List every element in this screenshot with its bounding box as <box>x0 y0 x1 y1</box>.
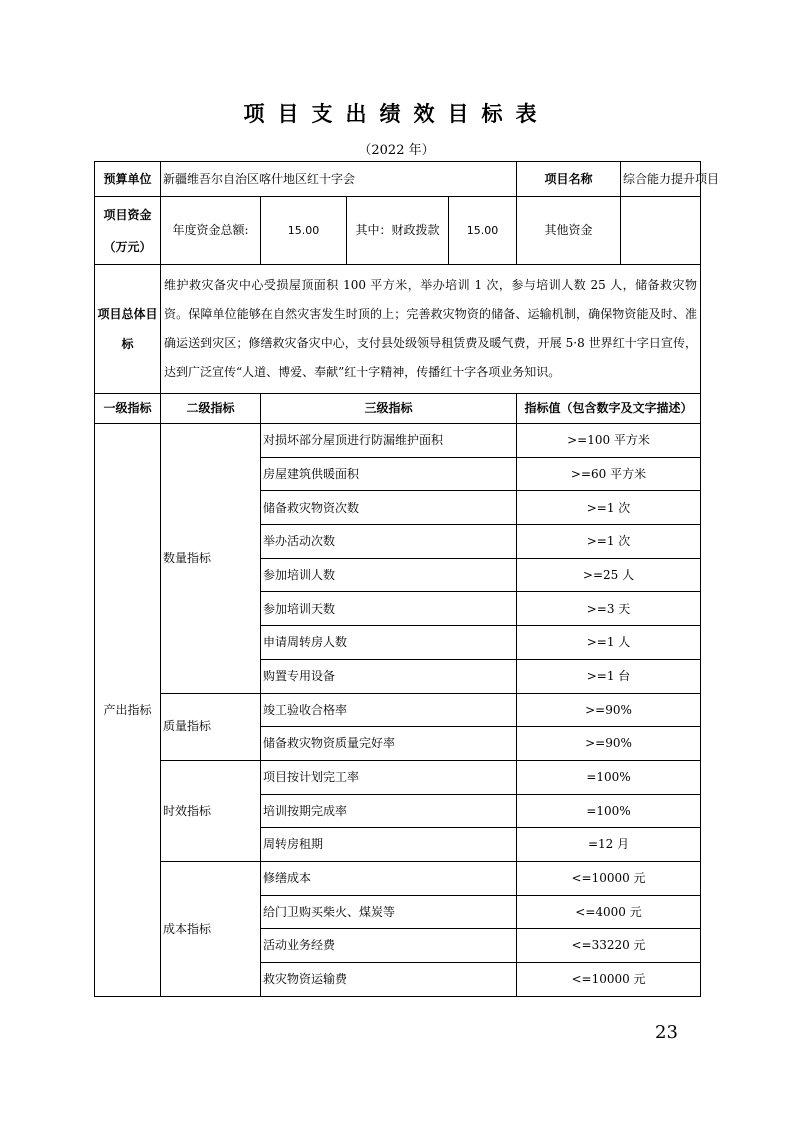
annual-label: 年度资金总额: <box>161 197 261 265</box>
level2-indicator: 质量指标 <box>161 693 261 760</box>
level3-indicator: 项目按计划完工率 <box>261 760 517 794</box>
header-level2: 二级指标 <box>161 394 261 424</box>
goal-label: 项目总体目标 <box>95 265 161 394</box>
indicator-value: =100% <box>517 794 701 828</box>
indicator-value: <=4000 元 <box>517 895 701 929</box>
indicator-value: <=10000 元 <box>517 861 701 895</box>
level1-indicator: 产出指标 <box>95 424 161 997</box>
header-level3: 三级指标 <box>261 394 517 424</box>
fiscal-value: 15.00 <box>449 197 517 265</box>
level3-indicator: 举办活动次数 <box>261 525 517 559</box>
indicator-value: >=25 人 <box>517 558 701 592</box>
level3-indicator: 参加培训天数 <box>261 592 517 626</box>
page-title: 项目支出绩效目标表 <box>243 102 550 126</box>
indicator-value: >=3 天 <box>517 592 701 626</box>
header-row <box>95 394 701 424</box>
indicator-row <box>95 693 701 727</box>
indicator-value: <=10000 元 <box>517 963 701 997</box>
indicator-value: >=90% <box>517 727 701 761</box>
indicator-value: >=1 次 <box>517 491 701 525</box>
funds-row <box>95 197 701 265</box>
level3-indicator: 培训按期完成率 <box>261 794 517 828</box>
indicator-value: >=90% <box>517 693 701 727</box>
funds-label: 项目资金（万元） <box>95 197 161 265</box>
project-value: 综合能力提升项目 <box>621 162 701 197</box>
project-label: 项目名称 <box>517 162 621 197</box>
level2-indicator: 数量指标 <box>161 424 261 694</box>
indicator-value: >=60 平方米 <box>517 457 701 491</box>
indicator-row <box>95 424 701 458</box>
annual-value: 15.00 <box>261 197 347 265</box>
fiscal-label: 其中：财政拨款 <box>347 197 449 265</box>
indicator-value: <=33220 元 <box>517 929 701 963</box>
indicator-value: >=1 人 <box>517 626 701 660</box>
goal-row <box>95 265 701 394</box>
indicator-value: >=1 台 <box>517 659 701 693</box>
goal-text: 维护救灾备灾中心受损屋顶面积 100 平方米，举办培训 1 次，参与培训人数 25 人，储备救灾物资。保障单位能够在自然灾害发生时顶的上；完善救灾物资的储备、运输机制，确保物资能及时、准确运送到灾区；修缮救灾备灾中心，支付县处级领导租赁费及暖气费，开展 5·8 世界红十字日宣传，达到广泛宣传“人道、博爱、奉献”红十字精神，传播红十字各项业务知识。 <box>161 265 701 394</box>
unit-row <box>95 162 701 197</box>
level3-indicator: 救灾物资运输费 <box>261 963 517 997</box>
indicator-value: >=100 平方米 <box>517 424 701 458</box>
level3-indicator: 竣工验收合格率 <box>261 693 517 727</box>
level3-indicator: 储备救灾物资质量完好率 <box>261 727 517 761</box>
other-label: 其他资金 <box>517 197 621 265</box>
level3-indicator: 申请周转房人数 <box>261 626 517 660</box>
level2-indicator: 时效指标 <box>161 760 261 861</box>
unit-label: 预算单位 <box>95 162 161 197</box>
level3-indicator: 修缮成本 <box>261 861 517 895</box>
level3-indicator: 购置专用设备 <box>261 659 517 693</box>
indicator-value: =100% <box>517 760 701 794</box>
page-number: 23 <box>655 1022 678 1043</box>
level3-indicator: 对损坏部分屋顶进行防漏维护面积 <box>261 424 517 458</box>
page-subtitle: （2022 年） <box>358 143 435 158</box>
level3-indicator: 给门卫购买柴火、煤炭等 <box>261 895 517 929</box>
performance-table <box>94 161 720 997</box>
indicator-row <box>95 760 701 794</box>
indicator-value: =12 月 <box>517 828 701 862</box>
indicator-row <box>95 861 701 895</box>
level3-indicator: 参加培训人数 <box>261 558 517 592</box>
level2-indicator: 成本指标 <box>161 861 261 996</box>
header-value: 指标值（包含数字及文字描述） <box>517 394 701 424</box>
header-level1: 一级指标 <box>95 394 161 424</box>
unit-value: 新疆维吾尔自治区喀什地区红十字会 <box>161 162 517 197</box>
level3-indicator: 周转房租期 <box>261 828 517 862</box>
level3-indicator: 房屋建筑供暖面积 <box>261 457 517 491</box>
other-value <box>621 197 701 265</box>
level3-indicator: 储备救灾物资次数 <box>261 491 517 525</box>
level3-indicator: 活动业务经费 <box>261 929 517 963</box>
indicator-value: >=1 次 <box>517 525 701 559</box>
